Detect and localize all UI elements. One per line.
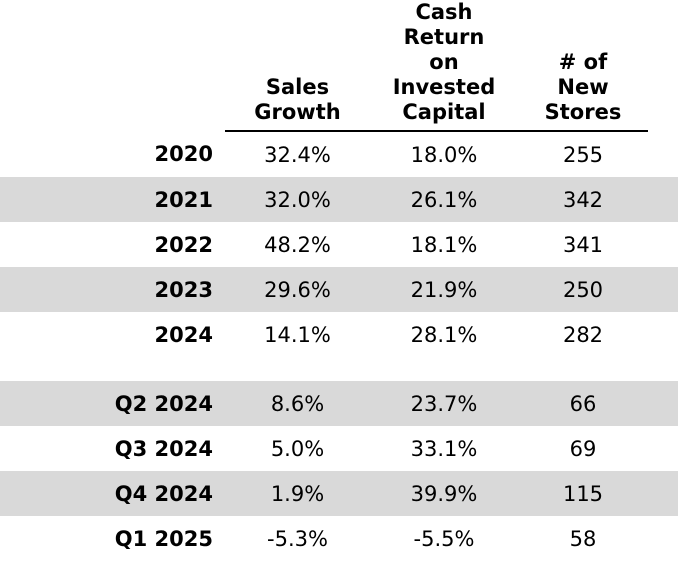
column-header-new-stores-line3: Stores xyxy=(544,100,622,124)
cell-cash-return-on-invested-capital: 18.0% xyxy=(410,142,478,167)
table-row xyxy=(0,381,678,426)
cell-cash-return-on-invested-capital: 28.1% xyxy=(410,322,478,347)
table-header xyxy=(0,0,678,131)
cell-new-stores: 58 xyxy=(569,526,597,551)
cell-spacer xyxy=(648,177,678,222)
cell-spacer xyxy=(648,516,678,561)
column-header-croic-line2: Return xyxy=(403,25,485,49)
cell-new-stores: 341 xyxy=(562,232,604,257)
column-header-spacer xyxy=(648,0,678,131)
cell-sales-growth: 8.6% xyxy=(225,381,370,426)
cell-cash-return-on-invested-capital: 26.1% xyxy=(370,177,518,222)
cell-spacer xyxy=(648,222,678,267)
table-row xyxy=(0,267,678,312)
column-header-croic-line4: Invested xyxy=(392,75,496,99)
cell-cash-return-on-invested-capital: 21.9% xyxy=(370,267,518,312)
column-header-croic-line1: Cash xyxy=(415,0,473,24)
table-row xyxy=(0,312,678,357)
column-header-croic-line5: Capital xyxy=(402,100,486,124)
column-header-cash-return-on-invested-capital xyxy=(370,0,518,131)
cell-spacer xyxy=(648,267,678,312)
column-header-sales-growth xyxy=(225,0,370,131)
table-row xyxy=(0,222,678,267)
column-header-sales-growth-line2: Growth xyxy=(254,100,341,124)
row-label: 2021 xyxy=(0,177,225,222)
column-header-sales-growth-line1: Sales xyxy=(265,75,330,99)
column-header-new-stores-line1: # of xyxy=(558,50,608,74)
cell-spacer xyxy=(648,471,678,516)
table-spacer-row xyxy=(0,357,678,381)
row-label: 2023 xyxy=(0,267,225,312)
cell-new-stores: 69 xyxy=(569,436,597,461)
cell-cash-return-on-invested-capital: 33.1% xyxy=(410,436,478,461)
cell-cash-return-on-invested-capital xyxy=(370,357,518,381)
row-label: Q4 2024 xyxy=(0,471,225,516)
cell-spacer xyxy=(648,426,678,471)
row-label: 2022 xyxy=(154,232,213,257)
cell-new-stores xyxy=(518,357,648,381)
table-body xyxy=(0,131,678,561)
table-row xyxy=(0,177,678,222)
table-row xyxy=(0,131,678,177)
cell-new-stores: 282 xyxy=(562,322,604,347)
row-label: Q2 2024 xyxy=(0,381,225,426)
cell-cash-return-on-invested-capital: 23.7% xyxy=(370,381,518,426)
cell-sales-growth: 5.0% xyxy=(270,436,325,461)
cell-sales-growth xyxy=(225,357,370,381)
row-label: Q1 2025 xyxy=(114,526,213,551)
row-label: 2024 xyxy=(154,322,213,347)
cell-sales-growth: 1.9% xyxy=(225,471,370,516)
column-header-new-stores xyxy=(518,0,648,131)
row-label: 2020 xyxy=(154,142,213,166)
column-header-croic-line3: on xyxy=(429,50,459,74)
cell-sales-growth: 14.1% xyxy=(264,322,331,347)
cell-sales-growth: 48.2% xyxy=(264,232,331,257)
cell-cash-return-on-invested-capital: 39.9% xyxy=(370,471,518,516)
column-header-row-label xyxy=(0,0,225,131)
cell-new-stores: 255 xyxy=(562,142,604,167)
cell-new-stores: 250 xyxy=(518,267,648,312)
cell-new-stores: 342 xyxy=(518,177,648,222)
cell-spacer xyxy=(648,131,678,177)
column-header-new-stores-line2: New xyxy=(557,75,609,99)
table-row xyxy=(0,471,678,516)
cell-new-stores: 115 xyxy=(518,471,648,516)
cell-sales-growth: 32.4% xyxy=(264,142,331,167)
cell-sales-growth: 32.0% xyxy=(225,177,370,222)
cell-spacer xyxy=(648,312,678,357)
cell-cash-return-on-invested-capital: -5.5% xyxy=(413,526,475,551)
cell-sales-growth: 29.6% xyxy=(225,267,370,312)
table-row xyxy=(0,426,678,471)
cell-spacer xyxy=(648,381,678,426)
row-label: Q3 2024 xyxy=(114,436,213,461)
cell-new-stores: 66 xyxy=(518,381,648,426)
table-row xyxy=(0,516,678,561)
cell-sales-growth: -5.3% xyxy=(267,526,328,551)
cell-cash-return-on-invested-capital: 18.1% xyxy=(410,232,478,257)
row-label xyxy=(0,357,225,381)
cell-spacer xyxy=(648,357,678,381)
